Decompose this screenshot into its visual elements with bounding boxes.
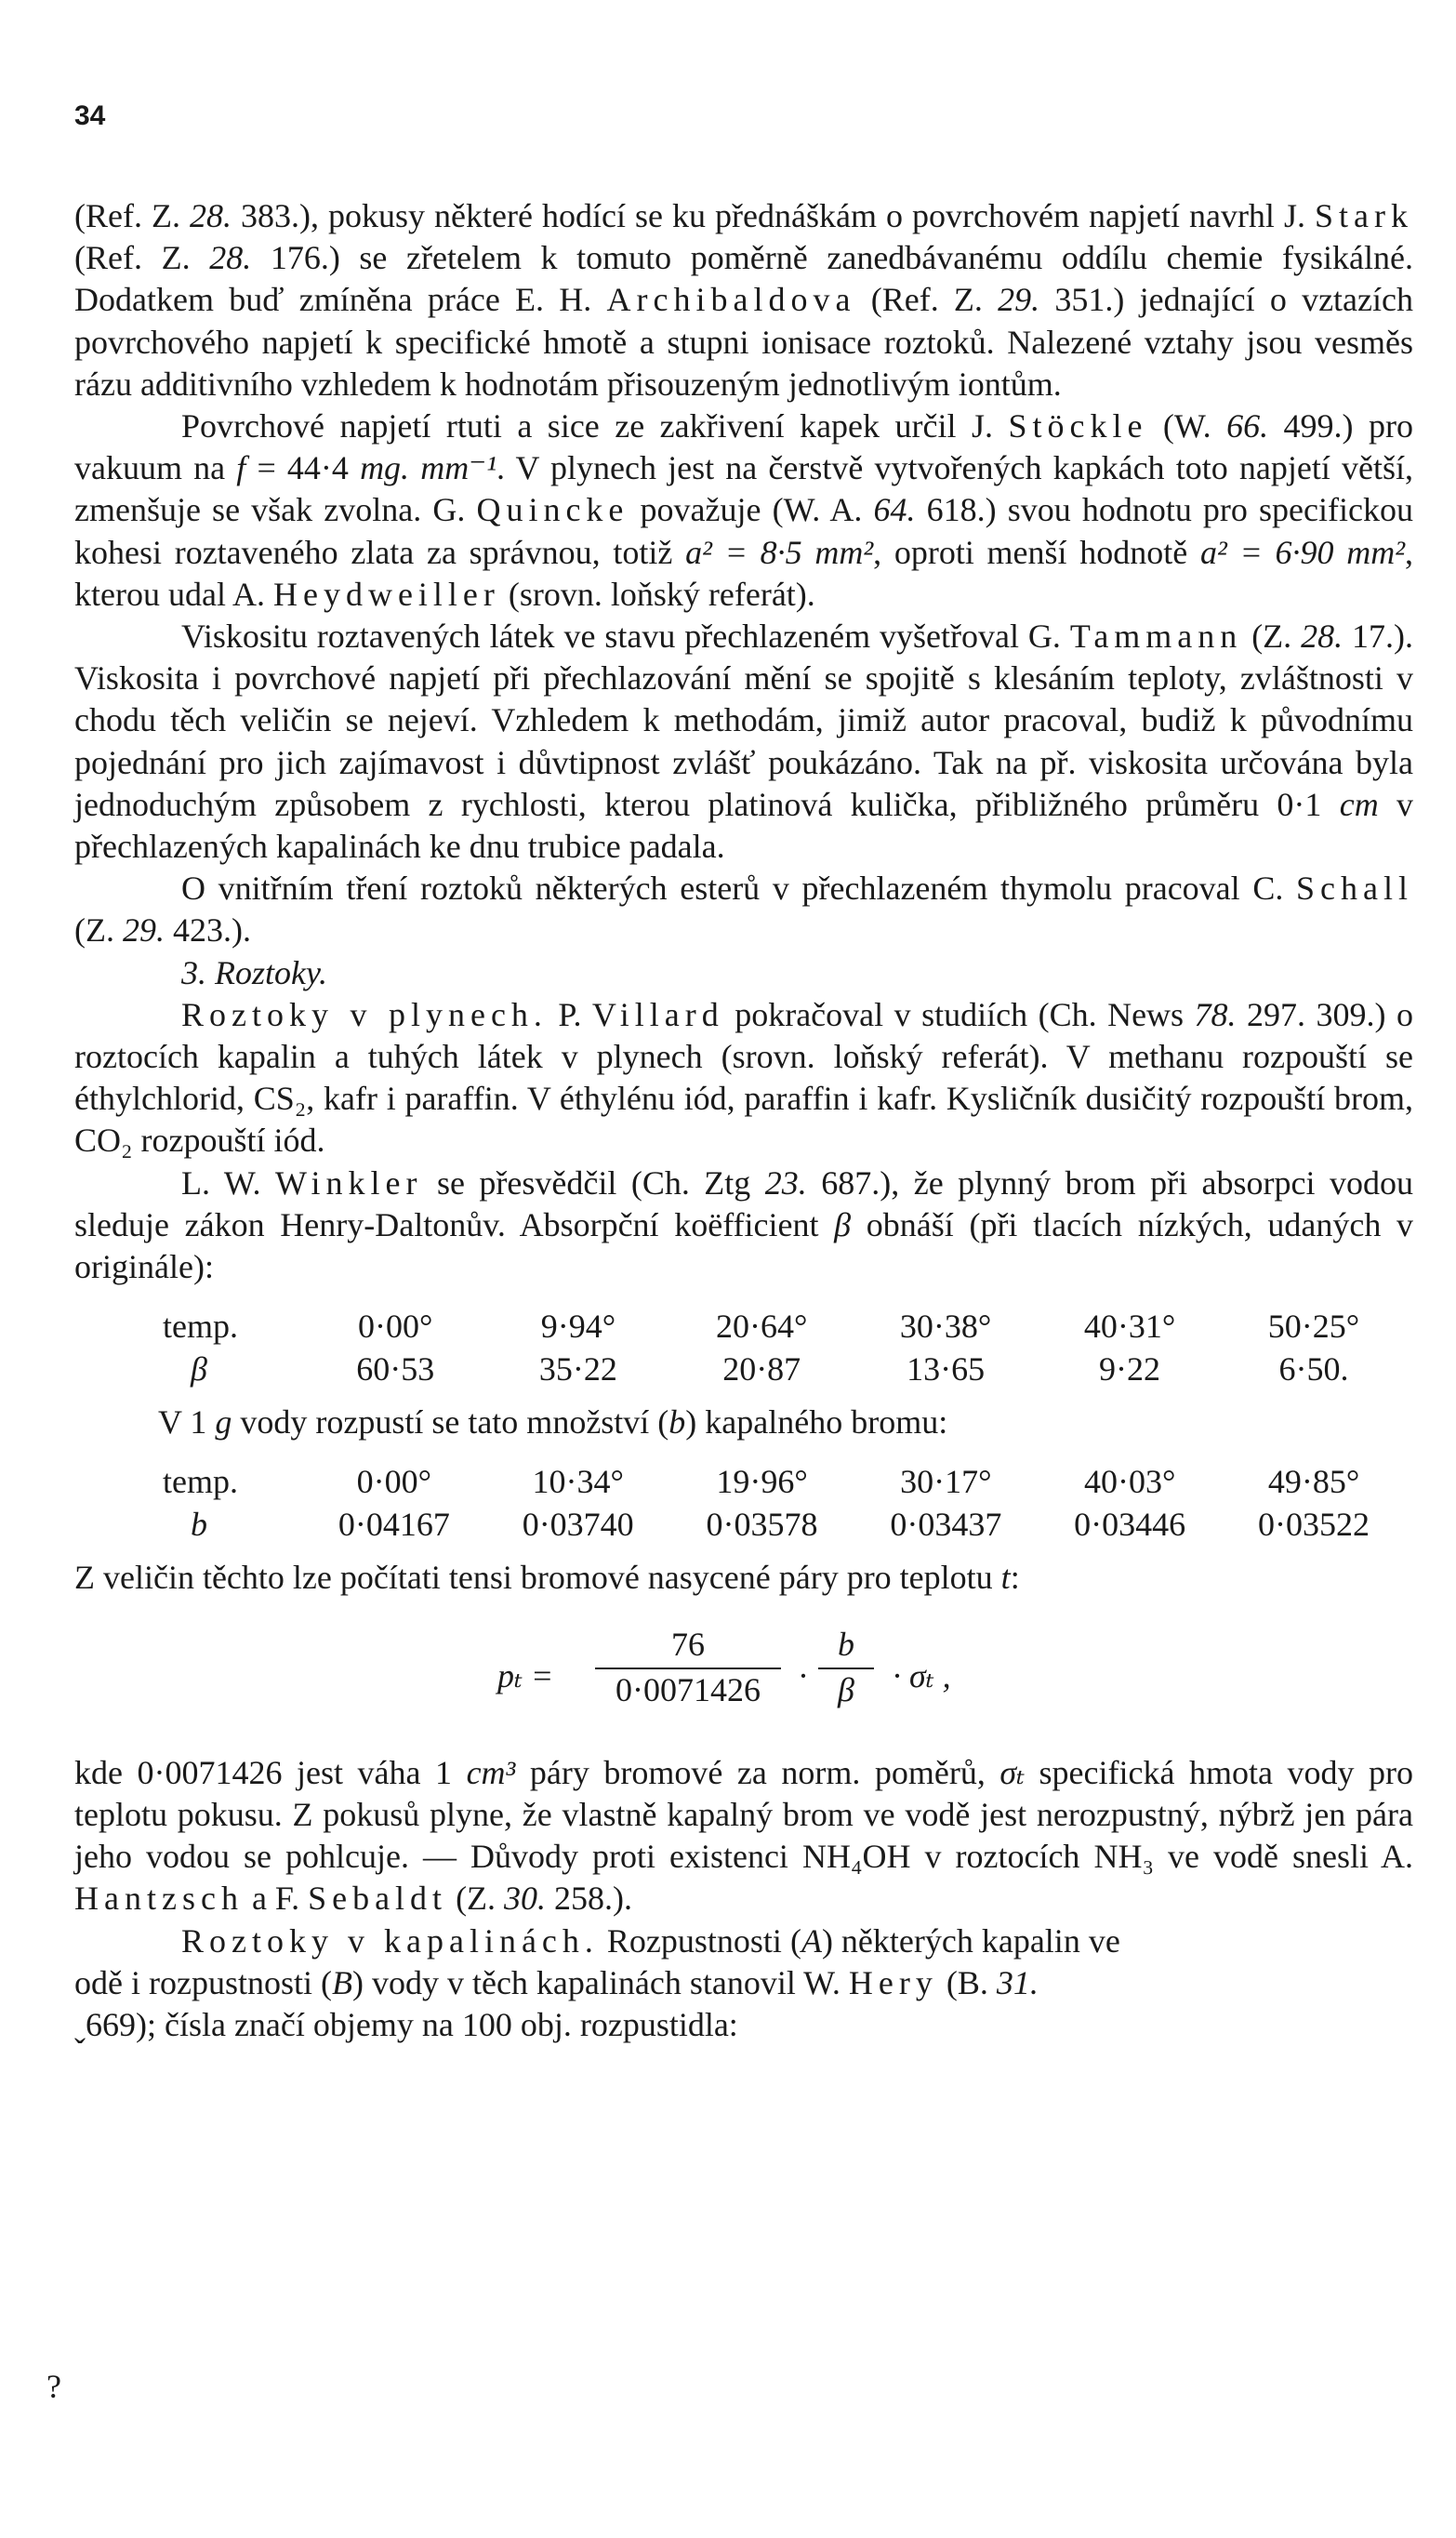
math-symbol: σₜ [999, 1753, 1025, 1791]
fraction [595, 1624, 781, 1711]
paragraph [74, 994, 1413, 1163]
volume-ref: 28. [190, 197, 232, 234]
text-run: (Ref. Z. [855, 281, 999, 319]
text-run: 17.). Viskosita i povrchové napjetí při přechlazování mění se spojitě s klesáním teploty, zvláštnosti v chodu těch veličin se nejeví. Vzhledem k methodám, jimiž autor pracoval, budiž k původnímu pojednání pro jich zajímavost i důvtipnost zvlášť poukázáno. Tak na př. viskosita určována byla jednoduchým způsobem z rychlosti, kterou platinová kulička, přibližného průměru 0·1 [74, 618, 1413, 823]
formula-lhs: pₜ = [497, 1656, 554, 1694]
multiply-dot: · [798, 1656, 809, 1694]
math-symbol: β [834, 1205, 852, 1243]
text-run: Z veličin těchto lze počítati tensi bromové nasycené páry pro teplotu [74, 1559, 1001, 1597]
math-symbol: A [801, 1921, 822, 1960]
text-run: ) kapalného bromu: [685, 1403, 948, 1442]
text-run: . V plynech jest na čerstvě vytvořených kapkách toto napjetí větší, zmenšuje se však zvolna. G. [74, 449, 1413, 529]
text-run: (Z. [74, 911, 123, 950]
fraction-numerator: b [818, 1624, 874, 1669]
text-run: (W. [1147, 407, 1227, 445]
subsection-title: Roztoky v kapalinách. [181, 1921, 599, 1960]
text-run: L. W. [181, 1163, 275, 1202]
text-run: 687.), že plynný brom při absorpci vodou sleduje zákon Henry-Daltonův. Absorpční koëfficient [74, 1163, 1413, 1243]
table-cell: 0·03437 [890, 1505, 1002, 1543]
table-cell: 0·03446 [1074, 1505, 1186, 1543]
volume-ref: 66. [1226, 407, 1269, 445]
page-number: 34 [74, 100, 106, 131]
text-run: 383.), pokusy některé hodící se ku přednáškám o povrchovém napjetí navrhl J. [232, 197, 1315, 234]
text-run: obnáší (při tlacích nízkých, udaných v originále): [74, 1205, 1414, 1286]
body-text [74, 195, 1413, 2046]
text-run: páry bromové za norm. poměrů, [515, 1753, 1000, 1791]
table-cell: 10·34° [532, 1462, 624, 1500]
table-cell: 50·25° [1267, 1307, 1360, 1345]
table-row [163, 1305, 1413, 1348]
paragraph [74, 1163, 1413, 1289]
text-run: = 44·4 [245, 449, 361, 487]
math-expression: a² = 6·90 mm² [1199, 533, 1406, 571]
volume-ref: 28. [209, 239, 252, 277]
subsection-title: Roztoky v plynech. [181, 995, 548, 1033]
text-run: se přesvědčil (Ch. Ztg [422, 1163, 765, 1202]
text-run: P. [547, 995, 592, 1033]
unit: cm [1339, 785, 1379, 823]
table-cell: 9·94° [540, 1307, 616, 1345]
text-run: , kterou udal A. [74, 533, 1414, 613]
volume-ref: 29. [998, 281, 1040, 319]
text-run: specifická hmota vody pro teplotu pokusu. Z pokusů plyne, že vlastně kapalný brom ve vodě jest nerozpustný, nýbrž jen pára jeho vodou se pohlcuje. — Důvody proti existenci NH₄OH v roztocích NH₃ ve vodě snesli A. [74, 1753, 1413, 1876]
text-run: : [1010, 1559, 1020, 1597]
text-run: (srovn. loňský referát). [499, 575, 815, 613]
text-run: ) některých kapalin ve [821, 1921, 1120, 1960]
row-label: temp. [163, 1462, 238, 1500]
volume-ref: 30. [504, 1880, 547, 1918]
text-run: 176.) se zřetelem k tomuto poměrně zanedbávanému oddílu chemie fysikálné. Dodatkem buď zmíněna práce E. H. [74, 239, 1413, 319]
text-run: (Ref. Z. [74, 239, 210, 277]
text-run: Viskositu roztavených látek ve stavu přechlazeném vyšetřoval G. [181, 618, 1070, 656]
paragraph [74, 1402, 1413, 1443]
volume-ref: 28. [1301, 618, 1343, 656]
text-run: 499.) pro vakuum na [74, 407, 1413, 487]
table-cell: 35·22 [538, 1349, 617, 1388]
volume-ref: 23. [764, 1163, 807, 1202]
math-symbol: t [1000, 1559, 1011, 1597]
math-symbol: b [668, 1403, 686, 1442]
table-cell: 30·38° [899, 1307, 992, 1345]
author-name: Tammann [1069, 618, 1243, 656]
unit: g [215, 1403, 232, 1442]
section-heading: 3. Roztoky. [181, 953, 327, 991]
table-cell: 30·17° [900, 1462, 992, 1500]
paragraph [74, 1752, 1413, 1920]
author-name: Schall [1296, 870, 1413, 908]
unit: cm³ [466, 1753, 516, 1791]
author-name: Stöckle [1008, 407, 1148, 445]
formula-rest: · σₜ , [893, 1656, 951, 1694]
text-run: (Z. [1242, 618, 1302, 656]
text-run: vody rozpustí se tato množství ( [232, 1403, 669, 1442]
table-cell: 0·00° [356, 1462, 432, 1500]
text-run: považuje (W. A. [629, 491, 874, 529]
text-run: 258.). [546, 1880, 633, 1918]
unit: mg. mm⁻¹ [360, 449, 497, 487]
table-cell: 40·31° [1083, 1307, 1176, 1345]
table-row [163, 1503, 1413, 1546]
paragraph [74, 616, 1413, 868]
text-run: pokračoval v studiích (Ch. News [723, 995, 1195, 1033]
author-name: Sebaldt [308, 1880, 448, 1918]
author-name: Quincke [476, 491, 629, 529]
text-run: odě i rozpustnosti ( [74, 1963, 332, 2001]
table-cell: 60·53 [356, 1349, 435, 1388]
data-table-solubility [163, 1460, 1413, 1546]
data-table-beta [163, 1305, 1413, 1390]
table-cell: 40·03° [1083, 1462, 1176, 1500]
text-run: (Z. [447, 1880, 505, 1918]
text-run: 351.) jednající o vztazích povrchového napjetí k specifické hmotě a stupni ionisace roztoků. Nalezené vztahy jsou vesměs rázu additivního vzhledem k hodnotám přisouzeným jednotlivým iontům. [74, 281, 1413, 403]
text-run: O vnitřním tření roztoků některých esterů v přechlazeném thymolu pracoval C. [181, 870, 1297, 908]
paragraph [74, 1920, 1413, 2047]
text-run: (B. [937, 1963, 997, 2001]
paragraph [74, 868, 1413, 951]
table-row [163, 1348, 1413, 1390]
table-cell: 0·03522 [1258, 1505, 1370, 1543]
author-name: Villard [591, 995, 724, 1033]
table-cell: 0·04167 [338, 1505, 450, 1543]
row-label: β [191, 1349, 207, 1388]
fraction [818, 1624, 874, 1711]
author-name: Stark [1315, 197, 1413, 234]
table-cell: 9·22 [1099, 1349, 1161, 1388]
math-symbol: B [331, 1963, 352, 2001]
text-run: 618.) svou hodnotu pro specifickou kohesi roztaveného zlata za správnou, totiž [74, 491, 1413, 571]
paragraph [74, 195, 1413, 405]
formula [74, 1624, 1413, 1735]
table-cell: 0·03578 [706, 1505, 818, 1543]
volume-ref: 64. [873, 491, 916, 529]
text-run: Povrchové napjetí rtuti a sice ze zakřivení kapek určil J. [181, 407, 1009, 445]
table-cell: 0·03740 [522, 1505, 634, 1543]
text-run: Rozpustnosti ( [598, 1921, 801, 1960]
text-run: a F. [243, 1880, 309, 1918]
volume-ref: 78. [1194, 995, 1237, 1033]
table-cell: 20·87 [722, 1349, 801, 1388]
math-symbol: f [236, 449, 246, 487]
volume-ref: 29. [122, 911, 165, 950]
table-cell: 6·50. [1278, 1349, 1349, 1388]
table-cell: 49·85° [1267, 1462, 1360, 1500]
text-run: 423.). [164, 911, 251, 950]
table-cell: 0·00° [358, 1307, 433, 1345]
text-run: ) vody v těch kapalinách stanovil W. [351, 1963, 849, 2001]
table-row [163, 1460, 1413, 1503]
author-name: Hantzsch [74, 1880, 244, 1918]
table-cell: 20·64° [716, 1307, 808, 1345]
math-expression: a² = 8·5 mm² [685, 533, 874, 571]
fraction-numerator: 76 [595, 1624, 781, 1669]
paragraph [74, 1557, 1413, 1599]
table-cell: 19·96° [716, 1462, 808, 1500]
fraction-denominator: 0·0071426 [615, 1670, 761, 1708]
table-cell: 13·65 [907, 1349, 986, 1388]
author-name: Heydweiller [272, 575, 500, 613]
volume-ref: 31. [996, 1963, 1039, 2001]
fraction-denominator: β [838, 1670, 854, 1708]
text-run: V 1 [158, 1403, 216, 1442]
text-run: v přechlazených kapalinách ke dnu trubice padala. [74, 785, 1414, 866]
text-run: 297. 309.) o roztocích kapalin a tuhých látek v plynech (srovn. loňský referát). V methanu rozpouští se éthylchlorid, CS₂, kafr i paraffin. V éthylénu iód, paraffin i kafr. Kysličník dusičitý rozpouští brom, CO₂ rozpouští iód. [74, 995, 1413, 1160]
author-name: Archibaldova [606, 281, 856, 319]
author-name: Hery [848, 1963, 938, 2001]
row-label: temp. [163, 1307, 238, 1345]
text-run: kde 0·0071426 jest váha 1 [74, 1753, 467, 1791]
paragraph [74, 405, 1413, 616]
text-run: (Ref. Z. [74, 197, 190, 234]
row-label: b [191, 1505, 207, 1543]
text-run: ˬ669); čísla značí objemy na 100 obj. rozpustidla: [74, 2005, 738, 2043]
text-run: , oproti menší hodnotě [873, 533, 1200, 571]
bottom-mark: ? [46, 2368, 61, 2405]
author-name: Winkler [274, 1163, 423, 1202]
